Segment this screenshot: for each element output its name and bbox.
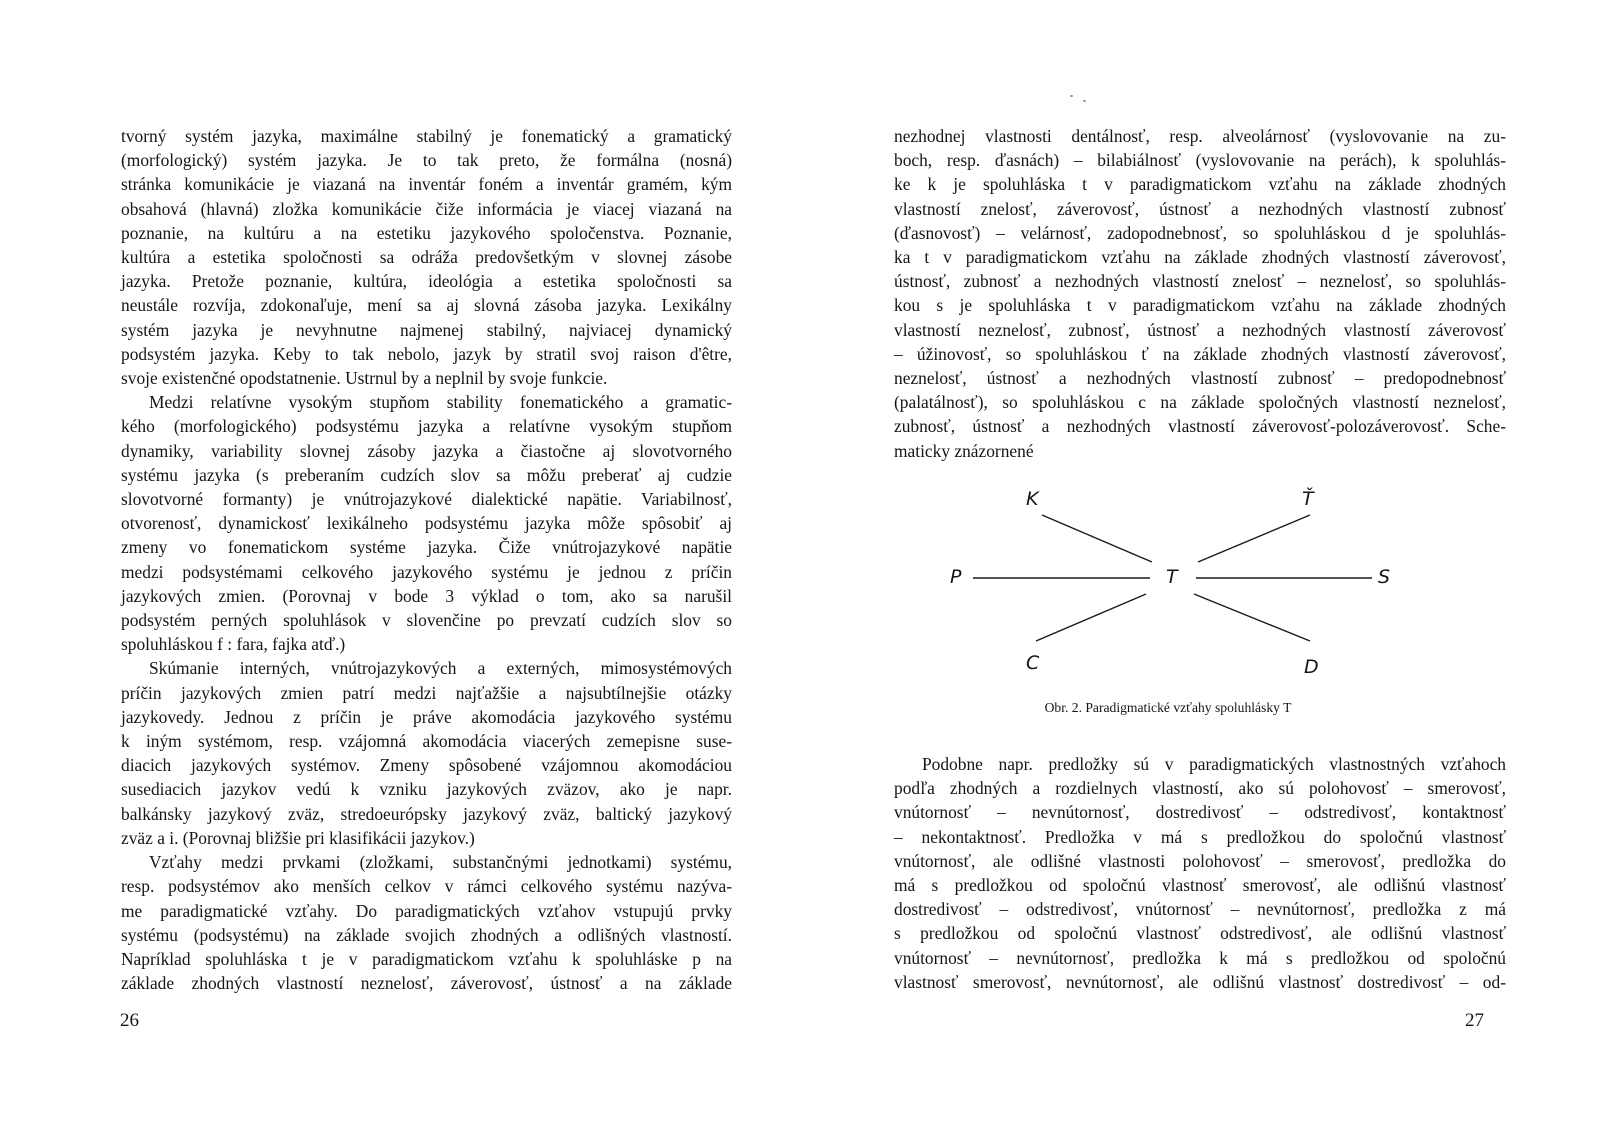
text-line: poznanie, na kultúru a na estetiku jazykového spoločenstva. Poznanie, — [121, 222, 732, 243]
line-k-t — [1042, 515, 1152, 562]
text-line: kou s je spoluhláska t v paradigmatickom vzťahu na základe zhodných — [894, 295, 1506, 316]
label-k: K — [1026, 488, 1039, 510]
text-line: stránka komunikácie je viazaná na inventár foném a inventár gramém, kým — [121, 174, 732, 195]
text-line: kultúra a estetika spoločnosti sa odráža predovšetkým v slovnej zásobe — [121, 247, 732, 268]
text-line: podsystém jazyka. Keby to tak nebolo, jazyk by stratil svoj raison d'être, — [121, 343, 732, 364]
label-t: T — [1166, 566, 1178, 588]
text-line: s predložkou od spoločnú vlastnosť odstredivosť, ale odlišnú vlastnosť — [894, 923, 1506, 944]
line-t-c — [1036, 594, 1146, 641]
text-line: svoje existenčné opodstatnenie. Ustrnul by a neplnil by svoje funkcie. — [121, 368, 608, 389]
line-t-d — [1194, 594, 1310, 641]
text-line: systému jazyka (s preberaním cudzích slov sa môžu preberať aj cudzie — [121, 464, 732, 485]
text-line: maticky znázornené — [894, 440, 1034, 461]
text-line: vnútornosť – nevnútornosť, dostredivosť – odstredivosť, kontaktnosť — [894, 802, 1506, 823]
text-line: otvorenosť, dynamickosť lexikálneho podsystému jazyka môže spôsobiť aj — [121, 513, 732, 534]
text-line: me paradigmatické vzťahy. Do paradigmatických vzťahov vstupujú prvky — [121, 900, 732, 921]
print-speck — [1070, 95, 1073, 97]
text-line: diacich jazykových systémov. Zmeny spôsobené vzájomnou akomodáciou — [121, 755, 732, 776]
text-line: Skúmanie interných, vnútrojazykových a externých, mimosystémových — [149, 658, 732, 679]
text-line: k iným systémom, resp. vzájomná akomodácia viacerých zemepisne suse- — [121, 731, 732, 752]
text-line: Medzi relatívne vysokým stupňom stability fonematického a gramatic- — [149, 392, 732, 413]
text-line: vnútornosť, ale odlišné vlastnosti polohovosť – smerovosť, predložka do — [894, 850, 1506, 871]
text-line: tvorný systém jazyka, maximálne stabilný je fonematický a gramatický — [121, 126, 732, 146]
text-line: (ďasnovosť) – velárnosť, zadopodnebnosť, so spoluhláskou d je spoluhlás- — [894, 222, 1506, 243]
text-line: základe zhodných vlastností neznelosť, záverovosť, ústnosť a na základe — [121, 973, 732, 994]
diagram-lines — [940, 488, 1400, 688]
text-line: slovotvorné formanty) je vnútrojazykové dialektické napätie. Variabilnosť, — [121, 489, 732, 510]
text-line: (morfologický) systém jazyka. Je to tak preto, že formálna (nosná) — [121, 150, 732, 171]
right-page-body-bottom — [894, 752, 1506, 994]
text-line: obsahová (hlavná) zložka komunikácie čiže informácia je viacej viazaná na — [121, 198, 732, 219]
text-line: jazykovedy. Jednou z príčin je práve akomodácia jazykového systému — [121, 706, 732, 727]
text-line: (palatálnosť), so spoluhláskou c na základe spoločných vlastností neznelosť, — [894, 392, 1506, 413]
text-line: systém jazyka je nevyhnutne najmenej stabilný, najviacej dynamický — [121, 319, 732, 340]
consonant-relations-diagram — [940, 488, 1400, 718]
text-line: vlastnosť smerovosť, nevnútornosť, ale odlišnú vlastnosť dostredivosť – od- — [894, 971, 1506, 992]
text-line: medzi podsystémami celkového jazykového systému je jednou z príčin — [121, 561, 732, 582]
label-t-caron: Ť — [1302, 488, 1314, 510]
text-line: jazyka. Pretože poznanie, kultúra, ideológia a estetika spoločnosti sa — [121, 271, 732, 292]
text-line: – úžinovosť, so spoluhláskou ť na základe zhodných vlastností záverovosť, — [894, 343, 1506, 364]
text-line: susediacich jazykov vedú k vzniku jazykových zväzov, ako je napr. — [121, 779, 732, 800]
text-line: zväz a i. (Porovnaj bližšie pri klasifikácii jazykov.) — [121, 827, 475, 848]
text-line: vlastností znelosť, záverovosť, ústnosť a nezhodných vlastností zubnosť — [894, 198, 1506, 219]
text-line: jazykových zmien. (Porovnaj v bode 3 výklad o tom, ako sa narušil — [121, 585, 732, 606]
label-s: S — [1378, 566, 1391, 588]
text-line: ka t v paradigmatickom vzťahu na základe zhodných vlastností záverovosť, — [894, 247, 1506, 268]
text-line: ústnosť, zubnosť a nezhodných vlastností znelosť – neznelosť, so spoluhlás- — [894, 271, 1506, 292]
text-line: resp. podsystémov ako menších celkov v rámci celkového systému nazýva- — [121, 876, 732, 897]
text-line: ke k je spoluhláska t v paradigmatickom vzťahu na základe zhodných — [894, 174, 1506, 195]
text-line: dostredivosť – odstredivosť, vnútornosť – nevnútornosť, predložka z má — [894, 899, 1506, 920]
left-page-body — [121, 124, 732, 995]
text-line: Podobne napr. predložky sú v paradigmatických vlastnostných vzťahoch — [922, 754, 1506, 774]
text-line: Napríklad spoluhláska t je v paradigmatickom vzťahu k spoluhláske p na — [121, 948, 732, 969]
text-line: kého (morfologického) podsystému jazyka a relatívne vysokým stupňom — [121, 416, 732, 437]
text-line: systému (podsystému) na základe svojich zhodných a odlišných vlastností. — [121, 924, 732, 945]
text-line: vnútornosť – nevnútornosť, predložka k má s predložkou od spoločnú — [894, 947, 1506, 968]
right-page-body-top — [894, 124, 1506, 463]
text-line: neznelosť, ústnosť a nezhodných vlastností zubnosť – predopodnebnosť — [894, 368, 1506, 389]
text-line: zmeny vo fonematickom systéme jazyka. Čiže vnútrojazykové napätie — [121, 537, 732, 558]
text-line: spoluhláskou f : fara, fajka atď.) — [121, 634, 346, 655]
text-line: má s predložkou od spoločnú vlastnosť smerovosť, ale odlišnú vlastnosť — [894, 875, 1506, 896]
text-line: vlastností neznelosť, zubnosť, ústnosť a nezhodných vlastností záverovosť — [894, 319, 1506, 340]
text-line: podľa zhodných a rozdielnych vlastností, ako sú polohovosť – smerovosť, — [894, 778, 1506, 799]
page-number: 27 — [1465, 1010, 1484, 1031]
text-line: – nekontaktnosť. Predložka v má s predložkou do spoločnú vlastnosť — [894, 826, 1506, 847]
text-line: dynamiky, variability slovnej zásoby jazyka a čiastočne aj slovotvorného — [121, 440, 732, 461]
label-p: P — [950, 566, 962, 588]
text-line: neustále rozvíja, zdokonaľuje, mení sa aj slovná zásoba jazyka. Lexikálny — [121, 295, 732, 316]
text-line: boch, resp. ďasnách) – bilabiálnosť (vyslovovanie na perách), k spoluhlás- — [894, 150, 1506, 171]
line-tcaron-t — [1198, 515, 1310, 562]
text-line: podsystém perných spoluhlások v slovenčine po prevzatí cudzích slov so — [121, 610, 732, 631]
figure-caption: Obr. 2. Paradigmatické vzťahy spoluhlásky T — [1044, 700, 1292, 715]
print-speck — [1083, 100, 1086, 102]
label-d: D — [1304, 656, 1319, 678]
text-line: balkánsky jazykový zväz, stredoeurópsky jazykový zväz, baltický jazykový — [121, 803, 732, 824]
right-page — [800, 0, 1600, 1133]
text-line: príčin jazykových zmien patrí medzi najťažšie a najsubtílnejšie otázky — [121, 682, 732, 703]
text-line: nezhodnej vlastnosti dentálnosť, resp. alveolárnosť (vyslovovanie na zu- — [894, 126, 1506, 146]
text-line: zubnosť, ústnosť a nezhodných vlastností záverovosť-polozáverovosť. Sche- — [894, 416, 1506, 437]
page-number: 26 — [120, 1010, 139, 1031]
label-c: C — [1026, 652, 1040, 674]
text-line: Vzťahy medzi prvkami (zložkami, substančnými jednotkami) systému, — [149, 852, 732, 873]
